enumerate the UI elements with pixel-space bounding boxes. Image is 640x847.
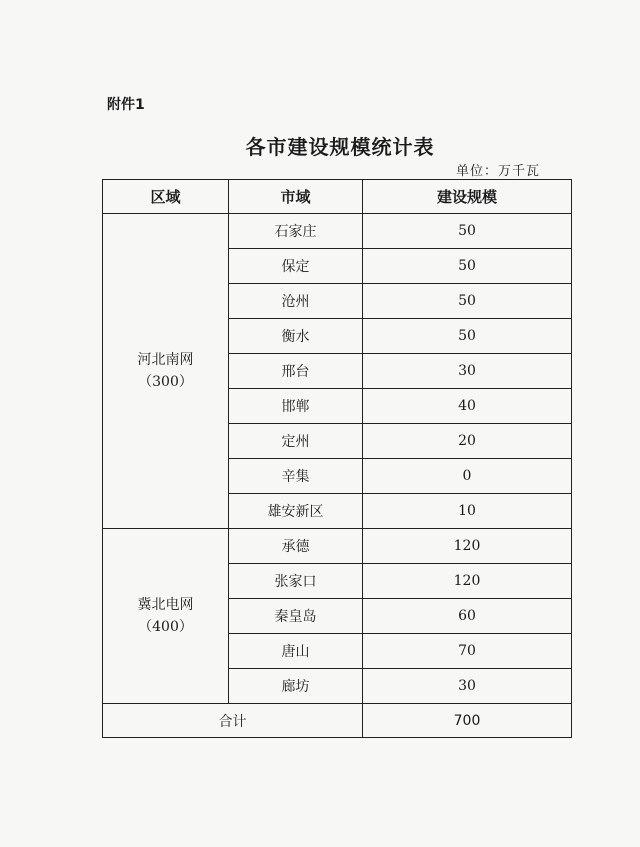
region-cell xyxy=(103,529,229,704)
total-value: 700 xyxy=(363,704,572,738)
table-row xyxy=(103,214,572,249)
city-cell: 承德 xyxy=(229,529,363,564)
value-cell: 50 xyxy=(363,284,572,319)
city-cell: 张家口 xyxy=(229,564,363,599)
city-cell: 雄安新区 xyxy=(229,494,363,529)
header-scale: 建设规模 xyxy=(363,180,572,214)
city-cell: 辛集 xyxy=(229,459,363,494)
table-header-row xyxy=(103,180,572,214)
value-cell: 120 xyxy=(363,564,572,599)
page-title: 各市建设规模统计表 xyxy=(245,135,435,159)
value-cell: 40 xyxy=(363,389,572,424)
region-name: 河北南网 xyxy=(137,352,194,368)
value-cell: 0 xyxy=(363,459,572,494)
header-region: 区域 xyxy=(103,180,229,214)
city-cell: 秦皇岛 xyxy=(229,599,363,634)
city-cell: 衡水 xyxy=(229,319,363,354)
statistics-table xyxy=(102,179,572,738)
region-total: （400） xyxy=(138,619,193,635)
total-label: 合计 xyxy=(103,704,363,738)
city-cell: 沧州 xyxy=(229,284,363,319)
value-cell: 30 xyxy=(363,354,572,389)
city-cell: 廊坊 xyxy=(229,669,363,704)
attachment-label: 附件1 xyxy=(107,97,145,113)
value-cell: 20 xyxy=(363,424,572,459)
total-row xyxy=(103,704,572,738)
value-cell: 50 xyxy=(363,319,572,354)
city-cell: 定州 xyxy=(229,424,363,459)
city-cell: 保定 xyxy=(229,249,363,284)
region-total: （300） xyxy=(138,374,193,390)
region-cell xyxy=(103,214,229,529)
value-cell: 10 xyxy=(363,494,572,529)
city-cell: 邢台 xyxy=(229,354,363,389)
city-cell: 邯郸 xyxy=(229,389,363,424)
value-cell: 50 xyxy=(363,249,572,284)
region-name: 冀北电网 xyxy=(137,597,194,613)
city-cell: 唐山 xyxy=(229,634,363,669)
value-cell: 60 xyxy=(363,599,572,634)
unit-label: 单位：万千瓦 xyxy=(456,164,541,179)
city-cell: 石家庄 xyxy=(229,214,363,249)
header-city: 市域 xyxy=(229,180,363,214)
value-cell: 120 xyxy=(363,529,572,564)
value-cell: 30 xyxy=(363,669,572,704)
table-row xyxy=(103,529,572,564)
value-cell: 70 xyxy=(363,634,572,669)
value-cell: 50 xyxy=(363,214,572,249)
